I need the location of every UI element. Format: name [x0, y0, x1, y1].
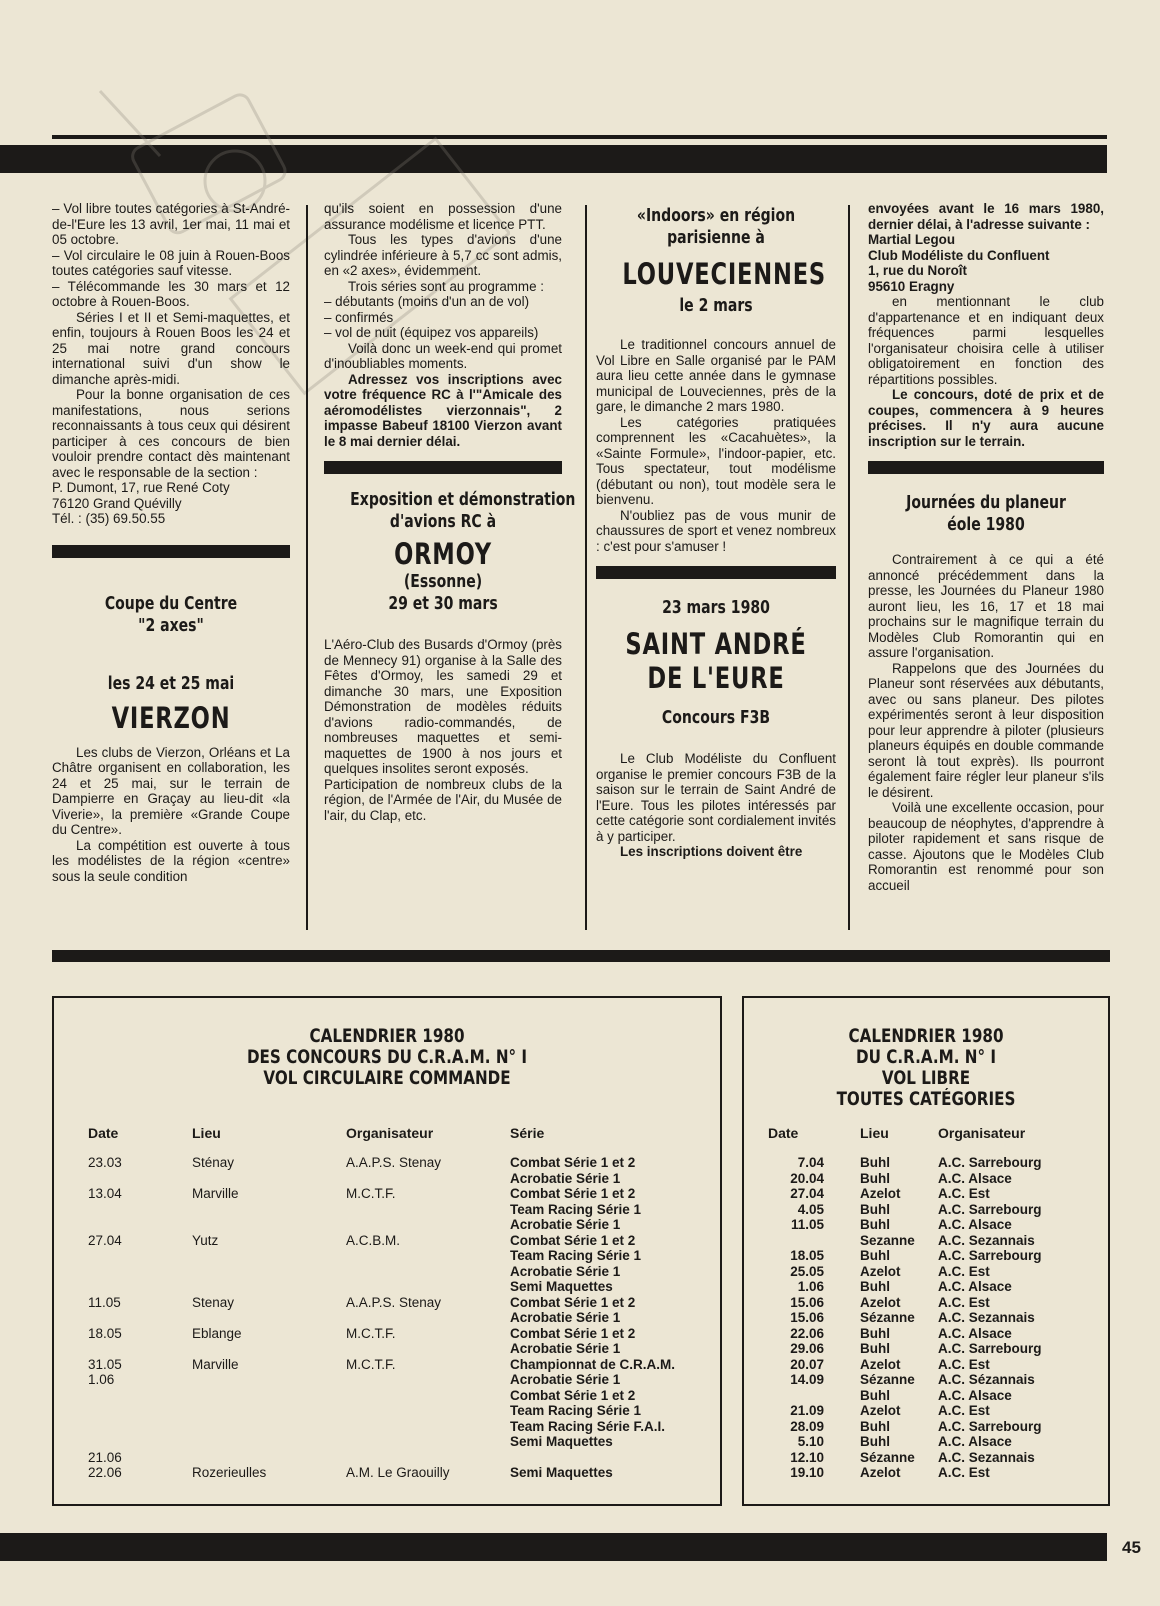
table-cell	[346, 1419, 510, 1435]
table-cell	[346, 1264, 510, 1280]
calendar-body	[88, 1155, 710, 1481]
table-cell: Team Racing Série 1	[510, 1201, 642, 1217]
column-divider	[306, 205, 308, 930]
table-cell: A.C. Sezannais	[938, 1232, 1035, 1248]
table-cell: A.A.P.S. Stenay	[346, 1294, 442, 1310]
table-row	[762, 1357, 1088, 1373]
column-header: Date	[88, 1125, 119, 1141]
col4-paragraph-bold: Le concours, doté de prix et de coupes, commencera à 9 heures précises. Il n'y aura aucune inscription sur le terrain.	[868, 387, 1104, 449]
table-cell: Team Racing Série 1	[510, 1248, 642, 1263]
table-cell: 22.06	[88, 1465, 122, 1480]
col2-paragraph: L'Aéro-Club des Busards d'Ormoy (près de Mennecy 91) organise à la Salle des Fêtes d'Ormoy, les samedi 29 et dimanche 30 mars, une Exposition Démonstration de modèles réduits d'avions radio-commandés, de nombreuses maquettes et semi-maquettes de 1900 à nos jours et quelques insolites seront exposés.	[324, 637, 562, 776]
table-cell: 21.09	[790, 1403, 824, 1418]
table-cell	[192, 1202, 346, 1218]
calendar-table	[762, 1125, 1088, 1481]
table-row	[88, 1357, 710, 1373]
table-cell: Sézanne	[860, 1310, 915, 1325]
table-cell: Buhl	[860, 1387, 890, 1403]
table-cell: 13.04	[88, 1186, 122, 1201]
heading-louveciennes: LOUVECIENNES	[622, 257, 827, 291]
column-header: Organisateur	[346, 1125, 434, 1141]
heading-indoors: «Indoors» en région	[636, 205, 796, 226]
section-separator	[324, 461, 562, 474]
address-line: Club Modéliste du Confluent	[868, 247, 1050, 263]
table-cell: 21.06	[88, 1449, 122, 1465]
table-row	[762, 1264, 1088, 1280]
table-cell	[346, 1217, 510, 1233]
col2-paragraph: qu'ils soient en possession d'une assurance modélisme et licence PTT.	[324, 201, 562, 232]
col4-paragraph: Voilà une excellente occasion, pour beaucoup de néophytes, d'apprendre à piloter rapidement et sans risque de casse. Ajoutons que le Modèles Club Romorantin est renommé pour son accueil	[868, 800, 1104, 893]
table-cell: Azelot	[860, 1186, 901, 1201]
table-row	[88, 1264, 710, 1280]
table-cell: A.C. Sarrebourg	[938, 1155, 1042, 1170]
col4-paragraph: Contrairement à ce qui a été annoncé précédemment dans la presse, les Journées du Planeur 1980 auront lieu, les 16, 17 et 18 mai prochains sur le magnifique terrain du Modèles Club Romorantin qui en assure l'organisation.	[868, 552, 1104, 660]
table-row	[762, 1233, 1088, 1249]
column-header: Série	[510, 1125, 545, 1141]
table-cell: A.C. Est	[938, 1356, 990, 1372]
table-row	[762, 1403, 1088, 1419]
table-cell: Azelot	[860, 1465, 901, 1480]
table-row	[88, 1388, 710, 1404]
list-item: – confirmés	[324, 309, 394, 325]
table-cell	[346, 1202, 510, 1218]
heading-eole: éole 1980	[947, 514, 1025, 535]
table-cell	[346, 1388, 510, 1404]
column-header: Organisateur	[938, 1125, 1026, 1141]
table-row	[88, 1248, 710, 1264]
table-cell: A.C. Est	[938, 1263, 990, 1279]
table-row	[762, 1419, 1088, 1435]
heading-parisienne: parisienne à	[667, 227, 765, 248]
table-cell	[88, 1419, 192, 1435]
table-cell	[762, 1388, 834, 1404]
table-row	[88, 1279, 710, 1295]
table-cell	[88, 1434, 192, 1450]
calendar-title-line: CALENDRIER 1980	[309, 1026, 465, 1047]
table-cell	[346, 1434, 510, 1450]
heading-de-l-eure: DE L'EURE	[647, 661, 785, 695]
table-cell	[346, 1403, 510, 1419]
table-cell: Sézanne	[860, 1449, 915, 1465]
calendar-vol-libre	[742, 996, 1110, 1506]
table-cell: 20.04	[790, 1170, 824, 1186]
table-row	[88, 1171, 710, 1187]
table-cell	[192, 1388, 346, 1404]
col1-paragraph: – Vol libre toutes catégories à St-André-de-l'Eure les 13 avril, 1er mai, 11 mai et 05 octobre.	[52, 201, 290, 247]
table-cell: Marville	[192, 1186, 239, 1201]
table-cell: 18.05	[88, 1325, 122, 1341]
table-cell	[346, 1248, 510, 1264]
table-cell: Buhl	[860, 1170, 890, 1186]
column-divider	[585, 205, 587, 930]
table-row	[88, 1310, 710, 1326]
calendar-title-line: CALENDRIER 1980	[848, 1026, 1004, 1047]
table-cell	[88, 1202, 192, 1218]
table-cell	[192, 1341, 346, 1357]
col2-paragraph: Tous les types d'avions d'une cylindrée inférieure à 5,7 cc sont admis, en «2 axes», évidemment.	[324, 232, 562, 278]
table-cell: 18.05	[790, 1248, 824, 1263]
table-cell: 19.10	[790, 1465, 824, 1480]
table-cell: A.C. Est	[938, 1294, 990, 1310]
column-2	[324, 201, 576, 823]
table-cell	[88, 1248, 192, 1264]
table-cell: 29.06	[790, 1341, 824, 1356]
table-cell	[192, 1434, 346, 1450]
table-cell: Azelot	[860, 1263, 901, 1279]
address-line: P. Dumont, 17, rue René Coty	[52, 480, 230, 495]
section-separator	[596, 566, 836, 579]
table-cell	[510, 1450, 710, 1466]
table-cell: Buhl	[860, 1217, 890, 1232]
table-cell	[346, 1171, 510, 1187]
table-cell	[346, 1450, 510, 1466]
address-line: 95610 Eragny	[868, 278, 955, 294]
table-cell: Yutz	[192, 1232, 219, 1248]
column-divider	[848, 205, 850, 930]
table-cell: Combat Série 1 et 2	[510, 1232, 636, 1248]
table-cell	[762, 1233, 834, 1249]
table-cell: Buhl	[860, 1279, 890, 1294]
table-cell	[346, 1310, 510, 1326]
table-row	[762, 1310, 1088, 1326]
table-cell: 22.06	[790, 1325, 824, 1341]
table-cell: A.C. Alsace	[938, 1434, 1012, 1449]
col1-paragraph: Les clubs de Vierzon, Orléans et La Châtre organisent en collaboration, les 24 et 25 mai, sur le terrain de Dampierre en Graçay au lieu-dit «la Viverie», la première «Grande Coupe du Centre».	[52, 744, 290, 837]
table-cell: Acrobatie Série 1	[510, 1263, 621, 1279]
table-cell	[192, 1372, 346, 1388]
table-cell: A.C. Est	[938, 1186, 990, 1201]
heading-date-louveciennes: le 2 mars	[679, 295, 753, 316]
table-cell: Sténay	[192, 1155, 235, 1170]
table-cell: Acrobatie Série 1	[510, 1310, 621, 1325]
heading-2-axes: "2 axes"	[138, 614, 204, 636]
table-cell: Rozerieulles	[192, 1465, 267, 1480]
table-cell: A.A.P.S. Stenay	[346, 1155, 442, 1170]
table-row	[762, 1155, 1088, 1171]
table-cell	[88, 1310, 192, 1326]
column-4	[868, 201, 1104, 893]
table-row	[88, 1217, 710, 1233]
calendar-title-line: VOL LIBRE	[881, 1068, 971, 1089]
table-cell	[346, 1372, 510, 1388]
table-row	[88, 1202, 710, 1218]
table-row	[762, 1248, 1088, 1264]
table-row	[88, 1450, 710, 1466]
table-row	[88, 1419, 710, 1435]
table-cell: 11.05	[88, 1294, 121, 1310]
table-cell: Eblange	[192, 1325, 242, 1341]
table-cell: Combat Série 1 et 2	[510, 1155, 636, 1170]
calendar-title-line: TOUTES CATÉGORIES	[836, 1089, 1016, 1110]
heading-journees-planeur: Journées du planeur	[906, 492, 1066, 513]
heading-ormoy: ORMOY	[394, 537, 492, 571]
table-cell: A.M. Le Graouilly	[346, 1465, 450, 1480]
col3-paragraph-bold: Les inscriptions doivent être	[620, 844, 803, 859]
table-cell	[192, 1248, 346, 1264]
table-cell: Buhl	[860, 1341, 890, 1356]
col3-paragraph: N'oubliez pas de vous munir de chaussures de sport et venez nombreux : c'est pour s'amuser !	[596, 507, 836, 554]
calendar-body	[762, 1155, 1088, 1481]
table-cell: A.C. Alsace	[938, 1279, 1012, 1294]
table-row	[88, 1295, 710, 1311]
table-row	[88, 1233, 710, 1249]
middle-black-band	[52, 950, 1110, 962]
table-cell: Sezanne	[860, 1232, 915, 1248]
table-row	[762, 1279, 1088, 1295]
table-cell	[88, 1279, 192, 1295]
heading-exposition: Exposition et démonstration	[350, 489, 576, 510]
table-row	[88, 1341, 710, 1357]
table-cell	[88, 1171, 192, 1187]
address-line: 76120 Grand Quévilly	[52, 495, 182, 511]
table-cell: A.C. Sarrebourg	[938, 1248, 1042, 1263]
heading-dates-ormoy: 29 et 30 mars	[388, 593, 498, 614]
col4-paragraph-bold: envoyées avant le 16 mars 1980, dernier délai, à l'adresse suivante :	[868, 201, 1104, 232]
table-cell: 23.03	[88, 1155, 122, 1170]
table-cell	[192, 1279, 346, 1295]
table-cell: Buhl	[860, 1155, 890, 1170]
table-cell	[88, 1217, 192, 1233]
col4-paragraph: Rappelons que des Journées du Planeur sont réservées aux débutants, avec ou sans planeur. Des pilotes expérimentés seront à leur disposition pour leur apprendre à piloter (plusieurs planeurs équipés en double commande seront là tout exprès). Ils pourront également faire régler leur planeur s'ils le désirent.	[868, 660, 1104, 800]
table-cell: Acrobatie Série 1	[510, 1372, 621, 1387]
list-item: – débutants (moins d'un an de vol)	[324, 294, 530, 309]
column-header: Date	[768, 1125, 799, 1141]
col3-paragraph: Les catégories pratiquées comprennent les «Cacahuètes», la «Sainte Formule», l'indoor-papier, etc. Tous spectateur, tout modélisme (débutant ou non), tout modèle sera le bienvenu.	[596, 414, 836, 507]
bottom-black-band	[0, 1533, 1107, 1561]
page-number: 45	[1122, 1538, 1141, 1557]
col2-paragraph: Voilà donc un week-end qui promet d'inoubliables moments.	[324, 340, 562, 371]
table-cell	[88, 1341, 192, 1357]
table-cell: A.C. Sarrebourg	[938, 1201, 1042, 1217]
table-cell: 31.05	[88, 1356, 122, 1372]
table-row	[762, 1388, 1088, 1404]
top-rule	[52, 135, 1107, 139]
table-cell: 12.10	[790, 1449, 824, 1465]
table-cell: Acrobatie Série 1	[510, 1217, 621, 1232]
table-cell: 4.05	[797, 1201, 824, 1217]
table-cell: 15.06	[790, 1310, 824, 1325]
table-cell: Marville	[192, 1356, 239, 1372]
table-cell: 1.06	[88, 1372, 115, 1387]
section-separator	[52, 545, 290, 558]
table-cell: A.C. Sarrebourg	[938, 1418, 1042, 1434]
table-cell: A.C. Alsace	[938, 1387, 1012, 1403]
table-row	[762, 1171, 1088, 1187]
table-cell: 15.06	[790, 1294, 824, 1310]
table-row	[762, 1202, 1088, 1218]
table-cell: 11.05	[790, 1217, 824, 1232]
table-cell: Combat Série 1 et 2	[510, 1294, 636, 1310]
table-row	[762, 1434, 1088, 1450]
table-cell: 28.09	[790, 1418, 824, 1434]
table-cell: Semi Maquettes	[510, 1279, 613, 1294]
table-cell: Championnat de C.R.A.M.	[510, 1356, 675, 1372]
col1-paragraph: – Télécommande les 30 mars et 12 octobre à Rouen-Boos.	[52, 278, 290, 309]
calendar-title-line: DU C.R.A.M. N° I	[856, 1047, 996, 1068]
table-cell: A.C. Sezannais	[938, 1310, 1035, 1325]
table-cell: Stenay	[192, 1294, 235, 1310]
table-row	[88, 1186, 710, 1202]
table-row	[88, 1326, 710, 1342]
table-row	[762, 1217, 1088, 1233]
table-cell	[192, 1217, 346, 1233]
table-cell: 25.05	[790, 1263, 824, 1279]
table-cell: A.C. Sezannais	[938, 1449, 1035, 1465]
col1-paragraph: Séries I et II et Semi-maquettes, et enfin, toujours à Rouen Boos les 24 et 25 mai notre grand concours international suivi d'un show le dimanche après-midi.	[52, 309, 290, 387]
table-cell: M.C.T.F.	[346, 1186, 396, 1201]
table-cell: Azelot	[860, 1294, 901, 1310]
table-row	[762, 1372, 1088, 1388]
column-header: Lieu	[860, 1125, 889, 1141]
table-cell	[192, 1310, 346, 1326]
table-row	[88, 1465, 710, 1481]
table-cell: Combat Série 1 et 2	[510, 1325, 636, 1341]
heading-coupe-centre: Coupe du Centre	[104, 592, 238, 614]
table-row	[762, 1341, 1088, 1357]
table-cell: A.C. Alsace	[938, 1170, 1012, 1186]
table-cell: A.C. Sézannais	[938, 1372, 1035, 1387]
col3-paragraph: Le Club Modéliste du Confluent organise le premier concours F3B de la saison sur le terrain de Saint André de l'Eure. Tous les pilotes intéressés par cette catégorie sont cordialement invités à y participer.	[596, 751, 836, 844]
section-separator	[868, 461, 1104, 474]
address-line: 1, rue du Noroît	[868, 263, 967, 278]
table-cell: M.C.T.F.	[346, 1325, 396, 1341]
address-line: Martial Legou	[868, 232, 956, 247]
col3-paragraph: Le traditionnel concours annuel de Vol Libre en Salle organisé par le PAM aura lieu cette année dans le gymnase municipal de Louveciennes, près de la gare, le dimanche 2 mars 1980.	[596, 337, 836, 414]
table-row	[762, 1186, 1088, 1202]
table-cell: A.C.B.M.	[346, 1232, 401, 1248]
table-cell	[192, 1419, 346, 1435]
col2-paragraph-bold: Adressez vos inscriptions avec votre fréquence RC à l'"Amicale des aéromodélistes vierzonnais", 2 impasse Babeuf 18100 Vierzon avant le 8 mai dernier délai.	[324, 371, 562, 449]
heading-saint-andre: SAINT ANDRÉ	[625, 627, 807, 661]
table-cell	[88, 1264, 192, 1280]
table-cell: Sézanne	[860, 1372, 915, 1387]
table-cell: A.C. Alsace	[938, 1217, 1012, 1232]
table-cell: 27.04	[88, 1232, 122, 1248]
table-cell: Semi Maquettes	[510, 1434, 613, 1449]
calendar-title-line: VOL CIRCULAIRE COMMANDE	[263, 1068, 511, 1089]
table-row	[762, 1295, 1088, 1311]
heading-date-f3b: 23 mars 1980	[662, 597, 770, 618]
top-black-band	[0, 145, 1107, 173]
table-cell: Azelot	[860, 1356, 901, 1372]
table-cell: Combat Série 1 et 2	[510, 1186, 636, 1201]
table-cell: Buhl	[860, 1418, 890, 1434]
table-cell	[192, 1171, 346, 1187]
table-cell: 7.04	[797, 1155, 824, 1170]
heading-concours-f3b: Concours F3B	[661, 707, 771, 728]
table-row	[88, 1155, 710, 1171]
table-cell: Azelot	[860, 1403, 901, 1418]
table-row	[88, 1372, 710, 1388]
table-cell: 1.06	[797, 1279, 824, 1294]
calendar-table	[88, 1125, 710, 1481]
table-row	[762, 1465, 1088, 1481]
column-3	[596, 205, 836, 860]
table-cell: A.C. Est	[938, 1403, 990, 1418]
col1-paragraph: – Vol circulaire le 08 juin à Rouen-Boos toutes catégories sauf vitesse.	[52, 247, 290, 278]
table-cell: Buhl	[860, 1248, 890, 1263]
col1-paragraph: Pour la bonne organisation de ces manifestations, nous serions reconnaissants à tous ceux qui désirent participer à ces concours de bien vouloir prendre contact dès maintenant avec le responsable de la section :	[52, 387, 290, 480]
col4-paragraph: en mentionnant le club d'appartenance et en indiquant deux fréquences parmi lesquelles l'organisateur choisira celle à utiliser obligatoirement en fonction des répartitions possibles.	[868, 294, 1104, 387]
table-cell: 5.10	[797, 1434, 824, 1449]
heading-avions-rc: d'avions RC à	[389, 511, 497, 532]
table-cell: Buhl	[860, 1201, 890, 1217]
heading-dates-vierzon: les 24 et 25 mai	[107, 672, 235, 694]
table-cell	[346, 1341, 510, 1357]
table-cell: Team Racing Série F.A.I.	[510, 1418, 666, 1434]
table-cell	[192, 1264, 346, 1280]
table-cell: Team Racing Série 1	[510, 1403, 642, 1418]
table-cell: Buhl	[860, 1325, 890, 1341]
table-cell: A.C. Alsace	[938, 1325, 1012, 1341]
table-cell: A.C. Est	[938, 1465, 990, 1480]
table-row	[762, 1450, 1088, 1466]
table-cell: Buhl	[860, 1434, 890, 1449]
heading-vierzon: VIERZON	[111, 700, 231, 735]
list-item: – vol de nuit (équipez vos appareils)	[324, 325, 539, 340]
table-cell: 20.07	[790, 1356, 824, 1372]
table-cell: Combat Série 1 et 2	[510, 1387, 636, 1403]
table-cell: Acrobatie Série 1	[510, 1341, 621, 1356]
table-cell: 27.04	[790, 1186, 824, 1201]
heading-essonne: (Essonne)	[403, 571, 483, 592]
table-cell	[346, 1279, 510, 1295]
table-row	[762, 1326, 1088, 1342]
col2-paragraph: Participation de nombreux clubs de la région, de l'Armée de l'Air, du Musée de l'air, du Clap, etc.	[324, 776, 562, 823]
table-cell: Acrobatie Série 1	[510, 1170, 621, 1186]
table-row	[88, 1403, 710, 1419]
table-cell: 14.09	[790, 1372, 824, 1387]
calendar-vol-circulaire	[52, 996, 722, 1506]
col2-paragraph: Trois séries sont au programme :	[348, 278, 544, 294]
column-1	[52, 201, 290, 884]
table-cell: M.C.T.F.	[346, 1356, 396, 1372]
col1-paragraph: La compétition est ouverte à tous les modélistes de la région «centre» sous la seule condition	[52, 837, 290, 884]
table-cell	[192, 1450, 346, 1466]
calendar-title-line: DES CONCOURS DU C.R.A.M. N° I	[246, 1047, 528, 1068]
table-cell	[88, 1388, 192, 1404]
table-cell	[192, 1403, 346, 1419]
address-line: Tél. : (35) 69.50.55	[52, 511, 166, 526]
table-cell	[88, 1403, 192, 1419]
column-header: Lieu	[192, 1125, 221, 1141]
table-row	[88, 1434, 710, 1450]
table-cell: Semi Maquettes	[510, 1465, 613, 1480]
table-cell: A.C. Sarrebourg	[938, 1341, 1042, 1356]
